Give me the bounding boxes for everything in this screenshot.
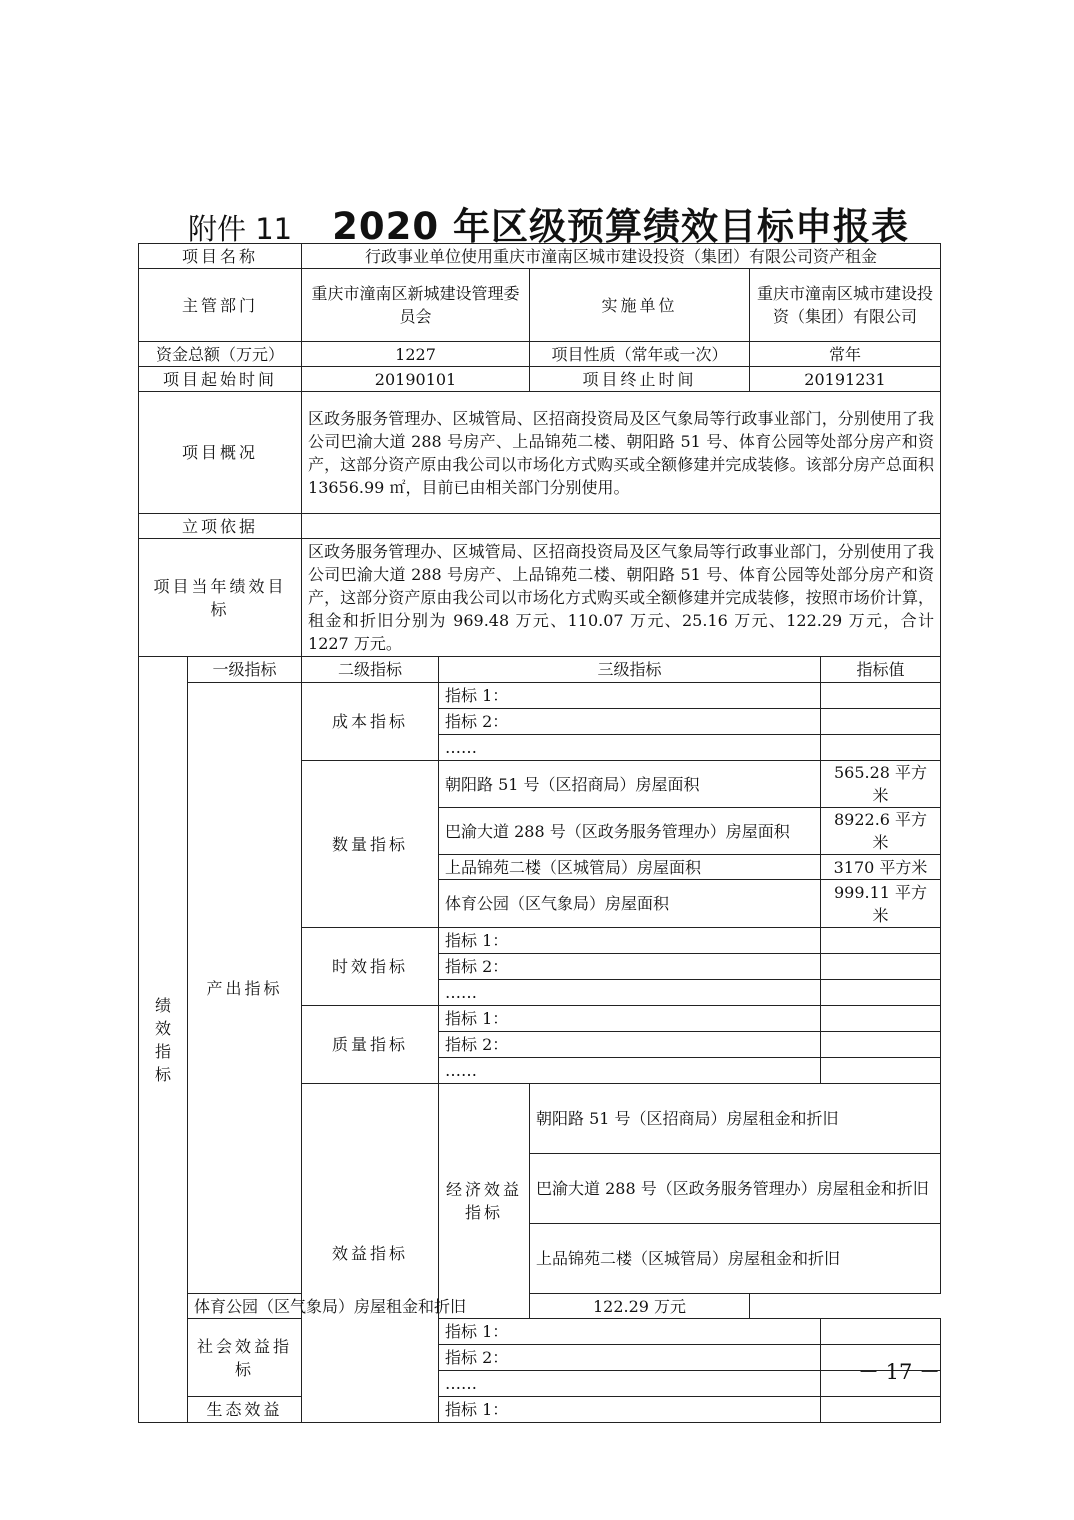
economic-item: 朝阳路 51 号（区招商局）房屋租金和折旧 xyxy=(530,1084,941,1154)
quantity-value: 999.11 平方米 xyxy=(821,880,941,928)
social-item: 指标 1： xyxy=(439,1319,821,1345)
project-name-label: 项目名称 xyxy=(139,244,302,269)
quality-value xyxy=(821,1006,941,1032)
document-title xyxy=(188,196,948,248)
project-nature-label: 项目性质（常年或一次） xyxy=(530,342,750,367)
cost-value xyxy=(821,683,941,709)
implementing-unit-label: 实施单位 xyxy=(530,269,750,342)
quality-indicators-label: 质量指标 xyxy=(302,1006,439,1084)
header-level2: 二级指标 xyxy=(302,657,439,683)
funds-label: 资金总额（万元） xyxy=(139,342,302,367)
timeliness-item: 指标 1： xyxy=(439,928,821,954)
timeliness-indicators-label: 时效指标 xyxy=(302,928,439,1006)
social-item: …… xyxy=(439,1371,821,1397)
quantity-indicators-label: 数量指标 xyxy=(302,761,439,928)
cost-value xyxy=(821,735,941,761)
quality-value xyxy=(821,1058,941,1084)
cost-indicators-label: 成本指标 xyxy=(302,683,439,761)
quantity-value: 565.28 平方米 xyxy=(821,761,941,808)
budget-form-table xyxy=(138,243,941,1423)
output-indicators-label: 产出指标 xyxy=(188,683,302,1294)
timeliness-item: 指标 2： xyxy=(439,954,821,980)
quantity-item: 体育公园（区气象局）房屋面积 xyxy=(439,880,821,928)
timeliness-value xyxy=(821,954,941,980)
economic-item: 巴渝大道 288 号（区政务服务管理办）房屋租金和折旧 xyxy=(530,1154,941,1224)
timeliness-item: …… xyxy=(439,980,821,1006)
header-level3: 三级指标 xyxy=(439,657,821,683)
ecological-indicators-label: 生态效益 xyxy=(188,1397,302,1423)
quantity-value: 8922.6 平方米 xyxy=(821,808,941,855)
quality-item: 指标 1： xyxy=(439,1006,821,1032)
quantity-item: 巴渝大道 288 号（区政务服务管理办）房屋面积 xyxy=(439,808,821,855)
social-item: 指标 2： xyxy=(439,1345,821,1371)
social-value xyxy=(821,1319,941,1345)
basis-label: 立项依据 xyxy=(139,514,302,539)
economic-value: 122.29 万元 xyxy=(530,1294,750,1319)
department-label: 主管部门 xyxy=(139,269,302,342)
department-value: 重庆市潼南区新城建设管理委员会 xyxy=(302,269,530,342)
start-time-label: 项目起始时间 xyxy=(139,367,302,392)
overview-label: 项目概况 xyxy=(139,392,302,514)
funds-value: 1227 xyxy=(302,342,530,367)
end-time-label: 项目终止时间 xyxy=(530,367,750,392)
quality-item: …… xyxy=(439,1058,821,1084)
economic-indicators-label: 经济效益指标 xyxy=(439,1084,530,1319)
quality-item: 指标 2： xyxy=(439,1032,821,1058)
header-value: 指标值 xyxy=(821,657,941,683)
economic-item: 体育公园（区气象局）房屋租金和折旧 xyxy=(188,1294,530,1319)
annual-goal-text: 区政务服务管理办、区城管局、区招商投资局及区气象局等行政事业部门，分别使用了我公司巴渝大道 288 号房产、上品锦苑二楼、朝阳路 51 号、体育公园等处部分房产和资产，这部分资产原由我公司以市场化方式购买或全额修建并完成装修，按照市场价计算，租金和折旧分别为 969.48 万元、110.07 万元、25.16 万元、122.29 万元，合计 1227 万元。 xyxy=(302,539,941,657)
performance-indicators-text: 绩效指标 xyxy=(155,995,172,1084)
quantity-item: 朝阳路 51 号（区招商局）房屋面积 xyxy=(439,761,821,808)
timeliness-value xyxy=(821,928,941,954)
cost-value xyxy=(821,709,941,735)
implementing-unit-value: 重庆市潼南区城市建设投资（集团）有限公司 xyxy=(750,269,941,342)
performance-indicators-label xyxy=(139,657,188,1423)
quantity-item: 上品锦苑二楼（区城管局）房屋面积 xyxy=(439,855,821,880)
form-title: 2020 年区级预算绩效目标申报表 xyxy=(332,205,909,248)
annual-goal-label: 项目当年绩效目标 xyxy=(139,539,302,657)
social-indicators-label: 社会效益指标 xyxy=(188,1319,302,1397)
header-level1: 一级指标 xyxy=(188,657,302,683)
ecological-value xyxy=(821,1397,941,1423)
page-number: － 17 － xyxy=(858,1360,941,1384)
cost-item: 指标 2： xyxy=(439,709,821,735)
end-time-value: 20191231 xyxy=(750,367,941,392)
start-time-value: 20190101 xyxy=(302,367,530,392)
cost-item: 指标 1： xyxy=(439,683,821,709)
economic-item: 上品锦苑二楼（区城管局）房屋租金和折旧 xyxy=(530,1224,941,1294)
benefit-indicators-label: 效益指标 xyxy=(302,1084,439,1423)
ecological-item: 指标 1： xyxy=(439,1397,821,1423)
project-nature-value: 常年 xyxy=(750,342,941,367)
attachment-number: 附件 11 xyxy=(188,212,293,246)
cost-item: …… xyxy=(439,735,821,761)
overview-text: 区政务服务管理办、区城管局、区招商投资局及区气象局等行政事业部门，分别使用了我公司巴渝大道 288 号房产、上品锦苑二楼、朝阳路 51 号、体育公园等处部分房产和资产，这部分资产原由我公司以市场化方式购买或全额修建并完成装修。该部分房产总面积 13656.99 ㎡，目前已由相关部门分别使用。 xyxy=(302,392,941,514)
quantity-value: 3170 平方米 xyxy=(821,855,941,880)
quality-value xyxy=(821,1032,941,1058)
project-name-value: 行政事业单位使用重庆市潼南区城市建设投资（集团）有限公司资产租金 xyxy=(302,244,941,269)
basis-value xyxy=(302,514,941,539)
timeliness-value xyxy=(821,980,941,1006)
